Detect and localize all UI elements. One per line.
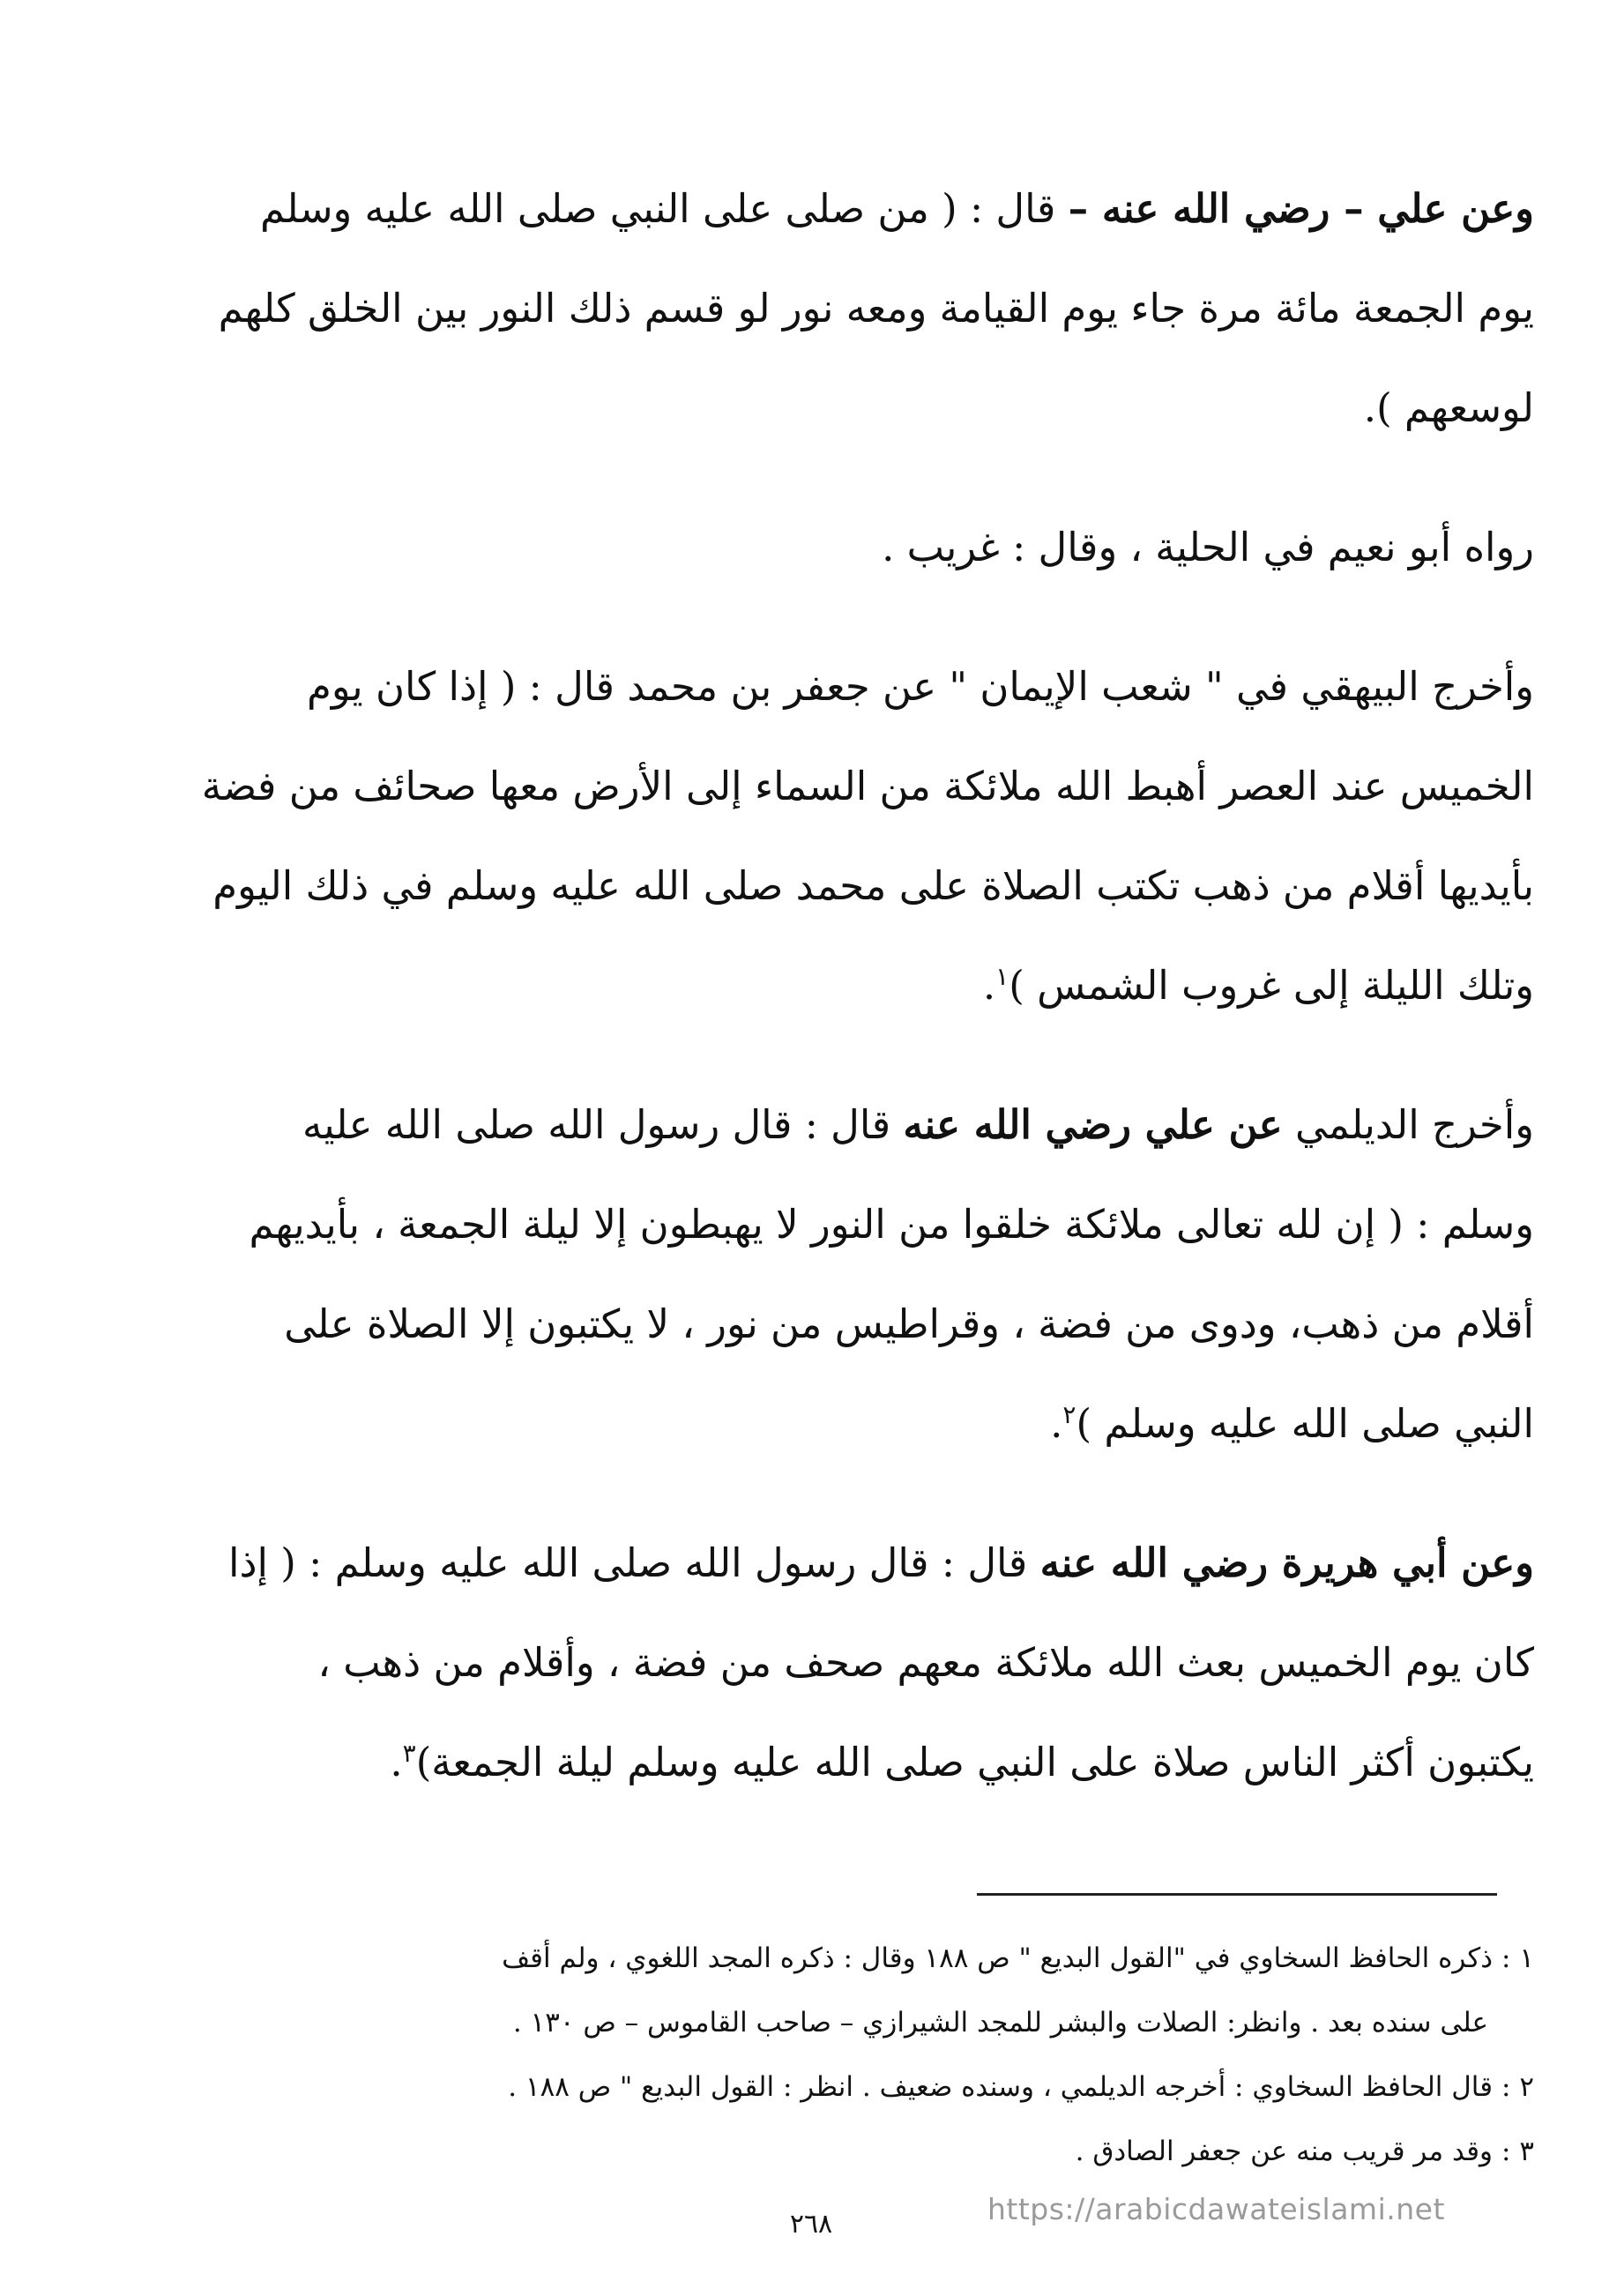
- text-line: [53, 936, 1534, 1035]
- bold-phrase: وعن علي – رضي الله عنه –: [1068, 185, 1534, 232]
- text-line: [53, 1075, 1534, 1174]
- footnote-divider: [977, 1893, 1497, 1896]
- footnote-text: وقد مر قريب منه عن جعفر الصادق .: [1075, 2136, 1494, 2167]
- line-text: يوم الجمعة مائة مرة جاء يوم القيامة ومعه نور لو قسم ذلك النور بين الخلق كلهم: [218, 285, 1534, 332]
- footnote-number: ١ :: [1501, 1942, 1534, 1974]
- text-line: [53, 1374, 1534, 1473]
- line-text: يكتبون أكثر الناس صلاة على النبي صلى الله عليه وسلم ليلة الجمعة): [415, 1739, 1534, 1785]
- paragraph-bayhaqi: [53, 637, 1534, 1035]
- page-number: ٢٦٨: [789, 2209, 833, 2240]
- footnote-marker[interactable]: ٣: [402, 1739, 416, 1768]
- line-text: وتلك الليلة إلى غروب الشمس ): [1009, 962, 1534, 1009]
- footnote-3: [53, 2120, 1534, 2184]
- watermark-url: https://arabicdawateislami.net: [987, 2192, 1445, 2226]
- paragraph-ali-hadith: [53, 159, 1534, 458]
- bold-phrase: عن علي رضي الله عنه: [903, 1101, 1283, 1148]
- line-text: وأخرج الديلمي: [1282, 1101, 1534, 1148]
- footnote-text: ذكره الحافظ السخاوي في "القول البديع " ص ١٨٨ وقال : ذكره المجد اللغوي ، ولم أقف: [502, 1942, 1494, 1974]
- footnote-number: ٣ :: [1501, 2136, 1534, 2167]
- line-text: الخميس عند العصر أهبط الله ملائكة من السماء إلى الأرض معها صحائف من فضة: [201, 763, 1534, 809]
- line-text: وأخرج البيهقي في " شعب الإيمان " عن جعفر بن محمد قال : ( إذا كان يوم: [307, 663, 1534, 710]
- footnote-text: على سنده بعد . وانظر: الصلات والبشر للمجد الشيرازي – صاحب القاموس – ص ١٣٠ .: [512, 2007, 1488, 2039]
- footnote-1-continued: [53, 1991, 1534, 2055]
- main-text: [53, 159, 1534, 1852]
- footnotes: [53, 1927, 1534, 2184]
- line-end: .: [1050, 1400, 1063, 1447]
- line-text: النبي صلى الله عليه وسلم ): [1076, 1400, 1534, 1447]
- line-end: .: [390, 1739, 403, 1785]
- text-line: [53, 736, 1534, 836]
- text-line: [53, 159, 1534, 258]
- text-line: [53, 836, 1534, 936]
- line-text: قال : قال رسول الله صلى الله عليه: [302, 1101, 904, 1148]
- text-line: [53, 637, 1534, 736]
- footnote-marker[interactable]: ٢: [1062, 1400, 1076, 1429]
- text-line: [53, 1513, 1534, 1613]
- footnote-2: [53, 2055, 1534, 2120]
- text-line: [53, 1613, 1534, 1712]
- line-end: .: [982, 962, 996, 1009]
- text-line: [53, 358, 1534, 458]
- text-line: [53, 497, 1534, 597]
- text-line: [53, 1274, 1534, 1374]
- line-text: أقلام من ذهب، ودوى من فضة ، وقراطيس من نور ، لا يكتبون إلا الصلاة على: [284, 1301, 1534, 1347]
- line-text: وسلم : ( إن لله تعالى ملائكة خلقوا من النور لا يهبطون إلا ليلة الجمعة ، بأيديهم: [249, 1201, 1534, 1248]
- line-text: رواه أبو نعيم في الحلية ، وقال : غريب .: [882, 524, 1534, 570]
- paragraph-abu-nuaym: [53, 497, 1534, 597]
- text-line: [53, 1174, 1534, 1274]
- text-line: [53, 1712, 1534, 1812]
- text-line: [53, 258, 1534, 358]
- line-text: لوسعهم ).: [1363, 384, 1534, 431]
- paragraph-abu-hurayra: [53, 1513, 1534, 1812]
- bold-phrase: وعن أبي هريرة رضي الله عنه: [1039, 1539, 1534, 1586]
- line-text: قال : قال رسول الله صلى الله عليه وسلم : ( إذا: [227, 1539, 1040, 1586]
- footnote-1: [53, 1927, 1534, 1991]
- footnote-text: قال الحافظ السخاوي : أخرجه الديلمي ، وسنده ضعيف . انظر : القول البديع " ص ١٨٨ .: [508, 2071, 1494, 2103]
- paragraph-daylami: [53, 1075, 1534, 1473]
- line-text: كان يوم الخميس بعث الله ملائكة معهم صحف من فضة ، وأقلام من ذهب ،: [317, 1639, 1534, 1686]
- line-text: قال : ( من صلى على النبي صلى الله عليه وسلم: [259, 185, 1069, 232]
- line-text: بأيديها أقلام من ذهب تكتب الصلاة على محمد صلى الله عليه وسلم في ذلك اليوم: [212, 862, 1534, 909]
- footnote-number: ٢ :: [1501, 2071, 1534, 2103]
- footnote-marker[interactable]: ١: [995, 962, 1009, 991]
